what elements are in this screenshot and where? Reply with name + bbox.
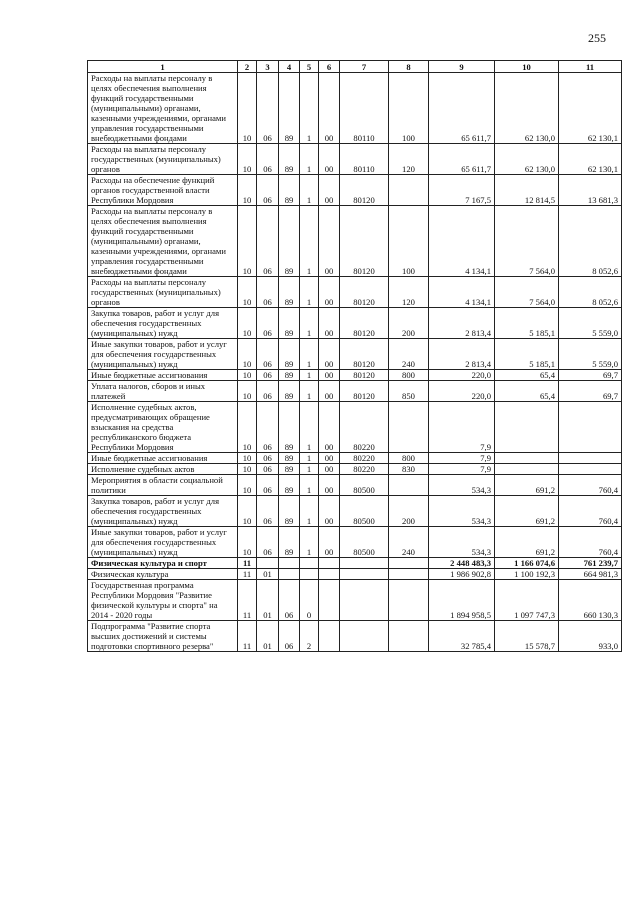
row-cell-col3: 06 — [257, 370, 279, 381]
row-name-cell: Закупка товаров, работ и услуг для обеспечения государственных (муниципальных) нужд — [88, 308, 238, 339]
row-cell-col4: 89 — [279, 475, 300, 496]
row-cell-col10: 15 578,7 — [495, 621, 559, 652]
row-cell-col5: 1 — [300, 527, 319, 558]
row-cell-col9: 7,9 — [429, 464, 495, 475]
row-name-cell: Государственная программа Республики Мордовия "Развитие физической культуры и спорта" на 2014 - 2020 годы — [88, 580, 238, 621]
row-cell-col6: 00 — [319, 381, 340, 402]
row-name-cell: Мероприятия в области социальной политики — [88, 475, 238, 496]
row-cell-col10: 62 130,0 — [495, 144, 559, 175]
row-cell-col6: 00 — [319, 475, 340, 496]
row-cell-col4: 89 — [279, 381, 300, 402]
row-cell-col2: 10 — [238, 527, 257, 558]
row-cell-col10 — [495, 453, 559, 464]
row-cell-col6: 00 — [319, 453, 340, 464]
row-cell-col3: 06 — [257, 206, 279, 277]
row-cell-col5 — [300, 569, 319, 580]
table-header-row — [88, 61, 622, 73]
row-cell-col11: 8 052,6 — [559, 277, 622, 308]
row-cell-col10: 1 166 074,6 — [495, 558, 559, 569]
column-header-4: 4 — [279, 61, 300, 73]
row-cell-col11 — [559, 402, 622, 453]
row-cell-col6 — [319, 558, 340, 569]
row-cell-col3: 06 — [257, 475, 279, 496]
row-cell-col11: 62 130,1 — [559, 144, 622, 175]
table-row — [88, 496, 622, 527]
row-cell-col7 — [340, 580, 389, 621]
row-name-cell: Исполнение судебных актов, предусматривающих обращение взыскания на средства республиканского бюджета Республики Мордовия — [88, 402, 238, 453]
row-cell-col8 — [389, 175, 429, 206]
row-cell-col9: 65 611,7 — [429, 144, 495, 175]
row-cell-col11: 69,7 — [559, 370, 622, 381]
row-cell-col8: 830 — [389, 464, 429, 475]
row-name-cell: Физическая культура и спорт — [88, 558, 238, 569]
column-header-8: 8 — [389, 61, 429, 73]
row-cell-col2: 10 — [238, 339, 257, 370]
column-header-7: 7 — [340, 61, 389, 73]
row-cell-col9: 220,0 — [429, 381, 495, 402]
row-cell-col2: 10 — [238, 381, 257, 402]
column-header-6: 6 — [319, 61, 340, 73]
row-name-cell: Иные бюджетные ассигнования — [88, 370, 238, 381]
row-cell-col6: 00 — [319, 370, 340, 381]
row-cell-col2: 10 — [238, 308, 257, 339]
column-header-10: 10 — [495, 61, 559, 73]
row-cell-col6: 00 — [319, 308, 340, 339]
row-cell-col5: 1 — [300, 496, 319, 527]
row-cell-col2: 10 — [238, 453, 257, 464]
row-cell-col4: 89 — [279, 175, 300, 206]
row-cell-col6 — [319, 580, 340, 621]
row-name-cell: Физическая культура — [88, 569, 238, 580]
table-row — [88, 453, 622, 464]
row-cell-col7: 80500 — [340, 496, 389, 527]
table-row — [88, 402, 622, 453]
row-cell-col8: 100 — [389, 206, 429, 277]
column-header-5: 5 — [300, 61, 319, 73]
row-cell-col7: 80220 — [340, 464, 389, 475]
row-cell-col3: 06 — [257, 339, 279, 370]
row-cell-col9: 534,3 — [429, 496, 495, 527]
row-cell-col7: 80120 — [340, 381, 389, 402]
row-cell-col6: 00 — [319, 527, 340, 558]
row-cell-col2: 11 — [238, 558, 257, 569]
row-cell-col6: 00 — [319, 464, 340, 475]
row-cell-col6: 00 — [319, 73, 340, 144]
row-cell-col4: 89 — [279, 339, 300, 370]
row-cell-col6: 00 — [319, 339, 340, 370]
row-cell-col3: 01 — [257, 580, 279, 621]
row-cell-col9: 7,9 — [429, 453, 495, 464]
table-row — [88, 206, 622, 277]
row-cell-col7: 80120 — [340, 277, 389, 308]
row-cell-col9: 7 167,5 — [429, 175, 495, 206]
row-cell-col8: 100 — [389, 73, 429, 144]
row-cell-col9: 534,3 — [429, 475, 495, 496]
table-row — [88, 580, 622, 621]
row-cell-col9: 534,3 — [429, 527, 495, 558]
row-cell-col8 — [389, 569, 429, 580]
row-cell-col8 — [389, 558, 429, 569]
row-cell-col9: 7,9 — [429, 402, 495, 453]
row-cell-col7: 80120 — [340, 370, 389, 381]
row-cell-col4: 89 — [279, 496, 300, 527]
row-cell-col11: 664 981,3 — [559, 569, 622, 580]
row-cell-col11: 5 559,0 — [559, 308, 622, 339]
row-cell-col10: 65,4 — [495, 381, 559, 402]
row-name-cell: Иные бюджетные ассигнования — [88, 453, 238, 464]
row-cell-col8: 800 — [389, 453, 429, 464]
row-cell-col9: 32 785,4 — [429, 621, 495, 652]
row-cell-col10: 62 130,0 — [495, 73, 559, 144]
row-cell-col11: 62 130,1 — [559, 73, 622, 144]
row-cell-col2: 10 — [238, 464, 257, 475]
row-cell-col10: 1 097 747,3 — [495, 580, 559, 621]
row-cell-col7 — [340, 569, 389, 580]
row-cell-col3: 06 — [257, 402, 279, 453]
row-cell-col7: 80220 — [340, 453, 389, 464]
row-cell-col4: 89 — [279, 73, 300, 144]
row-cell-col9: 65 611,7 — [429, 73, 495, 144]
row-cell-col5: 1 — [300, 475, 319, 496]
column-header-9: 9 — [429, 61, 495, 73]
row-cell-col2: 10 — [238, 496, 257, 527]
row-name-cell: Закупка товаров, работ и услуг для обеспечения государственных (муниципальных) нужд — [88, 496, 238, 527]
table-body — [88, 73, 622, 652]
row-cell-col4: 89 — [279, 527, 300, 558]
row-name-cell: Иные закупки товаров, работ и услуг для обеспечения государственных (муниципальных) нужд — [88, 339, 238, 370]
row-cell-col9: 2 813,4 — [429, 339, 495, 370]
table-row — [88, 370, 622, 381]
row-cell-col9: 220,0 — [429, 370, 495, 381]
row-cell-col8: 120 — [389, 144, 429, 175]
row-cell-col3: 06 — [257, 381, 279, 402]
row-cell-col10: 5 185,1 — [495, 339, 559, 370]
row-cell-col11 — [559, 464, 622, 475]
table-row — [88, 308, 622, 339]
row-cell-col10: 7 564,0 — [495, 277, 559, 308]
row-cell-col5: 1 — [300, 277, 319, 308]
row-cell-col7: 80120 — [340, 206, 389, 277]
row-cell-col3: 06 — [257, 453, 279, 464]
row-cell-col7: 80220 — [340, 402, 389, 453]
row-cell-col7: 80120 — [340, 339, 389, 370]
row-cell-col2: 11 — [238, 569, 257, 580]
row-cell-col3: 01 — [257, 569, 279, 580]
row-cell-col7: 80500 — [340, 527, 389, 558]
table-row — [88, 175, 622, 206]
row-cell-col5: 1 — [300, 381, 319, 402]
row-cell-col3: 06 — [257, 496, 279, 527]
row-cell-col11: 760,4 — [559, 475, 622, 496]
row-cell-col5: 1 — [300, 144, 319, 175]
row-cell-col10: 1 100 192,3 — [495, 569, 559, 580]
row-cell-col5: 1 — [300, 73, 319, 144]
row-cell-col5: 1 — [300, 453, 319, 464]
row-cell-col10: 5 185,1 — [495, 308, 559, 339]
row-cell-col7: 80500 — [340, 475, 389, 496]
table-row — [88, 558, 622, 569]
row-name-cell: Расходы на выплаты персоналу в целях обеспечения выполнения функций государственными (муниципальными) органами, казенными учреждениями, органами управления государственными внебюджетными фондами — [88, 73, 238, 144]
row-cell-col3: 06 — [257, 308, 279, 339]
row-cell-col10: 65,4 — [495, 370, 559, 381]
row-cell-col8: 800 — [389, 370, 429, 381]
row-cell-col5: 0 — [300, 580, 319, 621]
row-cell-col5: 1 — [300, 206, 319, 277]
row-cell-col8 — [389, 621, 429, 652]
row-cell-col8 — [389, 402, 429, 453]
row-cell-col2: 10 — [238, 144, 257, 175]
row-cell-col9: 1 894 958,5 — [429, 580, 495, 621]
row-cell-col11: 933,0 — [559, 621, 622, 652]
row-cell-col9: 2 448 483,3 — [429, 558, 495, 569]
row-cell-col2: 11 — [238, 621, 257, 652]
row-cell-col2: 10 — [238, 370, 257, 381]
row-cell-col7 — [340, 621, 389, 652]
row-cell-col9: 2 813,4 — [429, 308, 495, 339]
row-cell-col5: 1 — [300, 464, 319, 475]
row-cell-col2: 10 — [238, 206, 257, 277]
row-cell-col9: 1 986 902,8 — [429, 569, 495, 580]
row-cell-col9: 4 134,1 — [429, 206, 495, 277]
row-cell-col11: 5 559,0 — [559, 339, 622, 370]
row-cell-col10: 691,2 — [495, 475, 559, 496]
row-name-cell: Расходы на обеспечение функций органов государственной власти Республики Мордовия — [88, 175, 238, 206]
table-row — [88, 475, 622, 496]
row-cell-col4: 89 — [279, 453, 300, 464]
row-name-cell: Исполнение судебных актов — [88, 464, 238, 475]
table-row — [88, 527, 622, 558]
row-cell-col7: 80120 — [340, 175, 389, 206]
table-row — [88, 277, 622, 308]
row-cell-col8 — [389, 580, 429, 621]
row-cell-col6: 00 — [319, 402, 340, 453]
row-cell-col2: 10 — [238, 73, 257, 144]
row-name-cell: Уплата налогов, сборов и иных платежей — [88, 381, 238, 402]
row-cell-col2: 10 — [238, 277, 257, 308]
row-cell-col4: 06 — [279, 621, 300, 652]
row-cell-col11: 660 130,3 — [559, 580, 622, 621]
row-cell-col5: 1 — [300, 370, 319, 381]
column-header-11: 11 — [559, 61, 622, 73]
table-row — [88, 73, 622, 144]
row-cell-col7: 80110 — [340, 73, 389, 144]
row-name-cell: Расходы на выплаты персоналу государственных (муниципальных) органов — [88, 144, 238, 175]
row-cell-col4: 89 — [279, 206, 300, 277]
row-cell-col6: 00 — [319, 175, 340, 206]
row-cell-col4: 89 — [279, 370, 300, 381]
budget-table — [87, 60, 622, 652]
row-cell-col2: 10 — [238, 475, 257, 496]
row-cell-col6 — [319, 621, 340, 652]
row-cell-col6 — [319, 569, 340, 580]
row-cell-col6: 00 — [319, 277, 340, 308]
row-cell-col4: 89 — [279, 308, 300, 339]
table-row — [88, 569, 622, 580]
row-cell-col2: 10 — [238, 402, 257, 453]
row-cell-col8 — [389, 475, 429, 496]
row-cell-col7: 80120 — [340, 308, 389, 339]
row-cell-col7: 80110 — [340, 144, 389, 175]
row-cell-col8: 120 — [389, 277, 429, 308]
row-cell-col11: 8 052,6 — [559, 206, 622, 277]
row-cell-col4: 89 — [279, 402, 300, 453]
row-cell-col8: 240 — [389, 339, 429, 370]
row-cell-col8: 850 — [389, 381, 429, 402]
row-cell-col3: 06 — [257, 175, 279, 206]
row-cell-col10 — [495, 402, 559, 453]
row-name-cell: Расходы на выплаты персоналу государственных (муниципальных) органов — [88, 277, 238, 308]
row-cell-col4: 89 — [279, 277, 300, 308]
row-cell-col3: 06 — [257, 73, 279, 144]
row-cell-col2: 11 — [238, 580, 257, 621]
row-cell-col2: 10 — [238, 175, 257, 206]
row-cell-col4: 89 — [279, 144, 300, 175]
row-cell-col3: 06 — [257, 277, 279, 308]
row-cell-col4: 06 — [279, 580, 300, 621]
row-cell-col3 — [257, 558, 279, 569]
column-header-1: 1 — [88, 61, 238, 73]
row-cell-col8: 200 — [389, 496, 429, 527]
row-cell-col3: 01 — [257, 621, 279, 652]
table-row — [88, 381, 622, 402]
row-name-cell: Иные закупки товаров, работ и услуг для обеспечения государственных (муниципальных) нужд — [88, 527, 238, 558]
row-cell-col7 — [340, 558, 389, 569]
row-cell-col11: 69,7 — [559, 381, 622, 402]
row-name-cell: Подпрограмма "Развитие спорта высших достижений и системы подготовки спортивного резерва" — [88, 621, 238, 652]
row-cell-col11: 13 681,3 — [559, 175, 622, 206]
row-cell-col11: 760,4 — [559, 527, 622, 558]
row-cell-col6: 00 — [319, 206, 340, 277]
table-row — [88, 621, 622, 652]
row-name-cell: Расходы на выплаты персоналу в целях обеспечения выполнения функций государственными (муниципальными) органами, казенными учреждениями, органами управления государственными внебюджетными фондами — [88, 206, 238, 277]
row-cell-col6: 00 — [319, 496, 340, 527]
row-cell-col5: 1 — [300, 308, 319, 339]
table-row — [88, 339, 622, 370]
row-cell-col5: 1 — [300, 339, 319, 370]
row-cell-col3: 06 — [257, 144, 279, 175]
page-number: 255 — [588, 31, 606, 45]
table-row — [88, 464, 622, 475]
table-row — [88, 144, 622, 175]
row-cell-col4: 89 — [279, 464, 300, 475]
row-cell-col3: 06 — [257, 527, 279, 558]
row-cell-col6: 00 — [319, 144, 340, 175]
row-cell-col10: 691,2 — [495, 496, 559, 527]
row-cell-col5 — [300, 558, 319, 569]
row-cell-col8: 240 — [389, 527, 429, 558]
row-cell-col10 — [495, 464, 559, 475]
row-cell-col4 — [279, 569, 300, 580]
row-cell-col4 — [279, 558, 300, 569]
row-cell-col10: 12 814,5 — [495, 175, 559, 206]
row-cell-col10: 691,2 — [495, 527, 559, 558]
row-cell-col11 — [559, 453, 622, 464]
column-header-3: 3 — [257, 61, 279, 73]
row-cell-col11: 761 239,7 — [559, 558, 622, 569]
column-header-2: 2 — [238, 61, 257, 73]
row-cell-col9: 4 134,1 — [429, 277, 495, 308]
row-cell-col10: 7 564,0 — [495, 206, 559, 277]
row-cell-col8: 200 — [389, 308, 429, 339]
row-cell-col11: 760,4 — [559, 496, 622, 527]
row-cell-col5: 1 — [300, 402, 319, 453]
row-cell-col5: 2 — [300, 621, 319, 652]
row-cell-col5: 1 — [300, 175, 319, 206]
row-cell-col3: 06 — [257, 464, 279, 475]
